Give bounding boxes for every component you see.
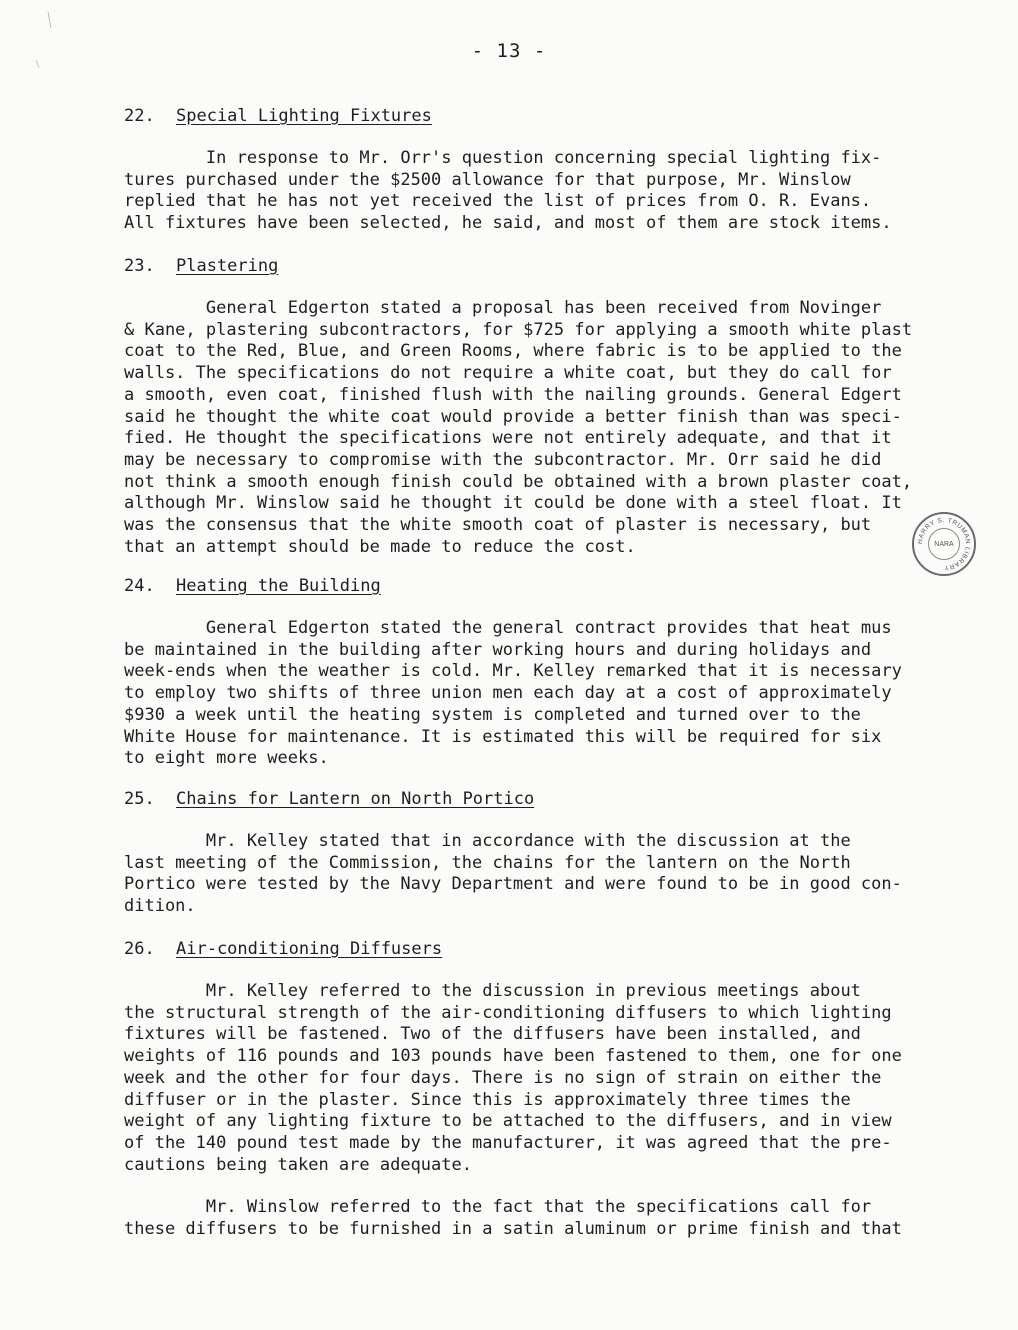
stamp-text: HARRY S. TRUMAN LIBRARY [916,516,972,572]
section-25 [124,788,954,918]
text-line: diffuser or in the plaster. Since this is approximately three times the [124,1089,851,1110]
text-line: weight of any lighting fixture to be attached to the diffusers, and in view [124,1111,892,1132]
section-number: 24. [124,576,155,596]
text-line: General Edgerton stated a proposal has been received from Novinger [124,298,882,318]
text-line: All fixtures have been selected, he said, and most of them are stock items. [124,213,892,234]
stamp-center: NARA [928,528,960,560]
text-line: a smooth, even coat, finished flush with the nailing grounds. General Edgert [124,384,902,405]
text-line: walls. The specifications do not require a white coat, but they do call for [124,363,892,384]
page-number: - 13 - [471,40,547,62]
section-heading [124,255,954,277]
section-heading [124,575,954,597]
paragraph [124,148,954,235]
section-24 [124,575,954,770]
text-line: said he thought the white coat would provide a better finish than was speci- [124,406,902,427]
text-line: weights of 116 pounds and 103 pounds have been fastened to them, one for one [124,1046,902,1067]
text-line: fixtures will be fastened. Two of the diffusers have been installed, and [124,1024,861,1045]
section-number: 26. [124,939,155,959]
paragraph [124,1197,954,1240]
text-line: be maintained in the building after working hours and during holidays and [124,639,872,660]
text-line: cautions being taken are adequate. [124,1154,472,1175]
text-line: replied that he has not yet received the list of prices from O. R. Evans. [124,191,872,212]
section-number: 23. [124,256,155,276]
paragraph [124,298,954,558]
text-line: may be necessary to compromise with the subcontractor. Mr. Orr said he did [124,449,882,470]
text-line: & Kane, plastering subcontractors, for $725 for applying a smooth white plast [124,319,913,340]
section-heading [124,105,954,127]
library-stamp [912,512,976,576]
text-line: fied. He thought the specifications were not entirely adequate, and that it [124,428,892,449]
text-line: Mr. Winslow referred to the fact that the specifications call for [124,1197,872,1218]
text-line: was the consensus that the white smooth coat of plaster is necessary, but [124,515,872,536]
text-line: to eight more weeks. [124,748,329,769]
text-line: week and the other for four days. There is no sign of strain on either the [124,1067,882,1088]
paragraph [124,618,954,770]
text-line: tures purchased under the $2500 allowance for that purpose, Mr. Winslow [124,169,851,190]
text-line: last meeting of the Commission, the chains for the lantern on the North [124,852,851,873]
section-23 [124,255,954,558]
text-line: Mr. Kelley stated that in accordance with the discussion at the [124,831,851,851]
section-heading [124,788,954,810]
section-title: Plastering [176,256,279,276]
text-line: the structural strength of the air-conditioning diffusers to which lighting [124,1002,892,1023]
text-line: of the 140 pound test made by the manufacturer, it was agreed that the pre- [124,1132,892,1153]
text-line: dition. [124,896,196,917]
text-line: week-ends when the weather is cold. Mr. Kelley remarked that it is necessary [124,661,902,682]
text-line: General Edgerton stated the general contract provides that heat mus [124,618,892,638]
text-line: coat to the Red, Blue, and Green Rooms, where fabric is to be applied to the [124,341,902,362]
text-line: $930 a week until the heating system is completed and turned over to the [124,704,861,725]
section-heading [124,938,954,960]
text-line: these diffusers to be furnished in a satin aluminum or prime finish and that [124,1219,902,1240]
paragraph [124,981,954,1176]
section-title: Special Lighting Fixtures [176,106,432,126]
section-22 [124,105,954,235]
paragraph [124,831,954,918]
text-line: not think a smooth enough finish could be obtained with a brown plaster coat, [124,471,913,492]
text-line: Portico were tested by the Navy Department and were found to be in good con- [124,874,902,895]
section-26 [124,938,954,1241]
section-title: Air-conditioning Diffusers [176,939,443,959]
text-line: that an attempt should be made to reduce the cost. [124,536,636,557]
section-number: 22. [124,106,155,126]
section-title: Chains for Lantern on North Portico [176,789,535,809]
text-line: In response to Mr. Orr's question concerning special lighting fix- [124,148,882,168]
text-line: although Mr. Winslow said he thought it could be done with a steel float. It [124,493,902,514]
text-line: White House for maintenance. It is estimated this will be required for six [124,726,882,747]
section-number: 25. [124,789,155,809]
text-line: to employ two shifts of three union men each day at a cost of approximately [124,683,892,704]
section-title: Heating the Building [176,576,381,596]
text-line: Mr. Kelley referred to the discussion in previous meetings about [124,981,861,1001]
